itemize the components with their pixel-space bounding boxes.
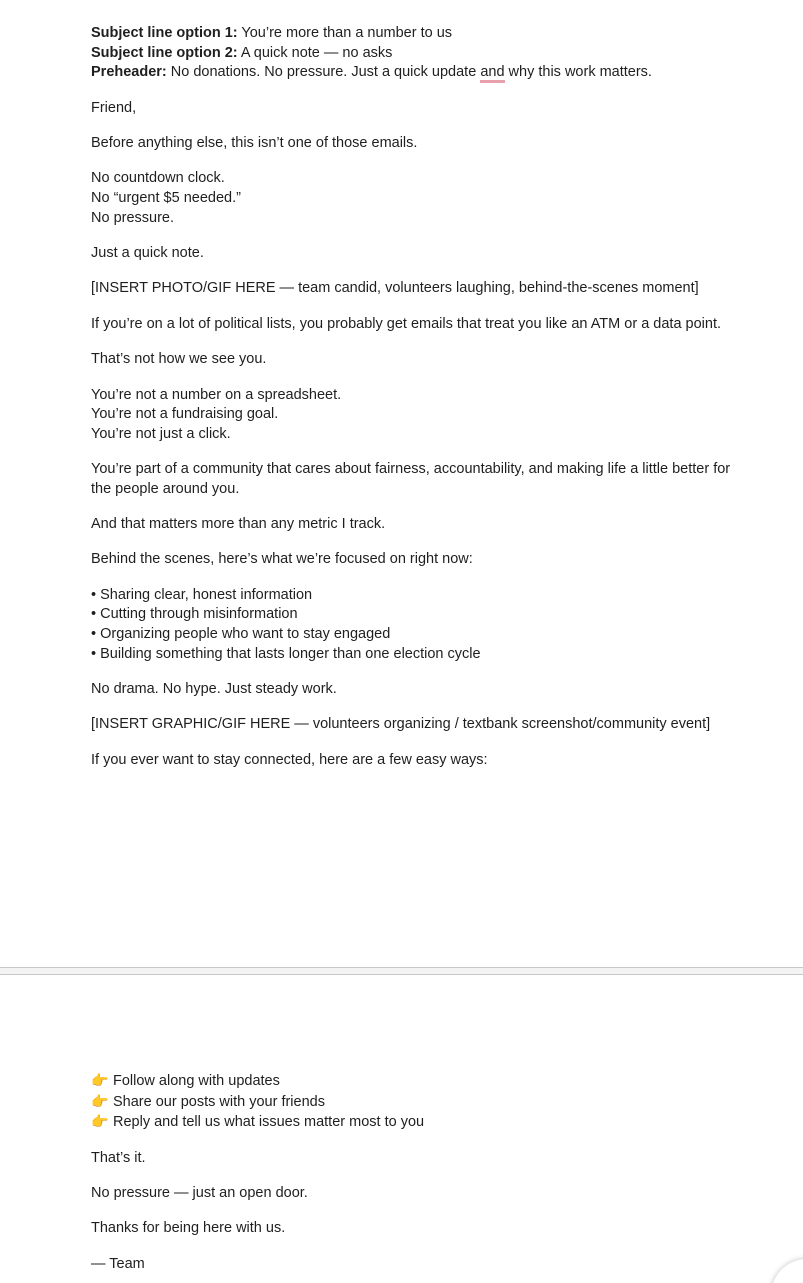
no-list-item: No pressure.	[91, 209, 175, 226]
thats-it-paragraph: That’s it.	[91, 1149, 146, 1166]
political-lists-paragraph: If you’re on a lot of political lists, you probably get emails that treat you like an ATM or a data point.	[91, 315, 722, 332]
corner-floating-button[interactable]	[771, 1259, 803, 1283]
photo-placeholder: [INSERT PHOTO/GIF HERE — team candid, volunteers laughing, behind-the-scenes moment]	[91, 280, 699, 297]
email-draft-content	[91, 24, 731, 770]
preheader-text-before: No donations. No pressure. Just a quick update	[166, 64, 481, 81]
ways-list-item-text: Share our posts with your friends	[113, 1093, 325, 1110]
pointing-hand-icon: 👉	[91, 1113, 109, 1130]
behind-scenes-paragraph: Behind the scenes, here’s what we’re focused on right now:	[91, 551, 473, 568]
graphic-placeholder: [INSERT GRAPHIC/GIF HERE — volunteers organizing / textbank screenshot/community event]	[91, 716, 711, 733]
greeting: Friend,	[91, 99, 137, 116]
quick-note-paragraph: Just a quick note.	[91, 244, 204, 261]
page-break-divider	[0, 967, 803, 975]
how-we-see-paragraph: That’s not how we see you.	[91, 351, 267, 368]
subject-line-2-text: A quick note — no asks	[237, 44, 393, 61]
subject-line-1-label: Subject line option 1:	[91, 25, 238, 41]
pointing-hand-icon: 👉	[91, 1072, 109, 1088]
document-page-2	[0, 975, 803, 1283]
not-list	[91, 386, 731, 445]
no-list-item: No countdown clock.	[91, 170, 225, 187]
focus-bullet: • Building something that lasts longer than one election cycle	[91, 645, 481, 662]
preheader-label: Preheader:	[91, 64, 167, 81]
focus-bullet: • Organizing people who want to stay engaged	[91, 626, 391, 643]
focus-bullet: • Sharing clear, honest information	[91, 586, 313, 603]
preheader-line	[91, 63, 731, 83]
not-list-item: You’re not a fundraising goal.	[91, 406, 279, 423]
ways-list-item-text: Follow along with updates	[113, 1073, 280, 1089]
pointing-hand-icon: 👉	[91, 1092, 109, 1109]
thanks-paragraph: Thanks for being here with us.	[91, 1220, 286, 1237]
focus-bullet-list	[91, 586, 731, 664]
no-drama-paragraph: No drama. No hype. Just steady work.	[91, 681, 337, 698]
stay-connected-paragraph: If you ever want to stay connected, here are a few easy ways:	[91, 751, 488, 768]
intro-paragraph: Before anything else, this isn’t one of those emails.	[91, 134, 418, 151]
ways-list-item-text: Reply and tell us what issues matter most to you	[113, 1114, 425, 1131]
preheader-text-after: why this work matters.	[504, 64, 652, 81]
subject-line-2	[91, 44, 731, 64]
subject-line-1	[91, 24, 731, 44]
no-list-item: No “urgent $5 needed.”	[91, 189, 241, 206]
ways-list-item	[91, 1112, 731, 1133]
ways-list-item	[91, 1071, 731, 1092]
ways-list-item	[91, 1092, 731, 1113]
spellcheck-flagged-word[interactable]: and	[480, 64, 504, 83]
subject-line-2-label: Subject line option 2:	[91, 44, 238, 61]
community-paragraph: You’re part of a community that cares about fairness, accountability, and making life a little better for the people around you.	[91, 461, 731, 497]
not-list-item: You’re not a number on a spreadsheet.	[91, 386, 342, 403]
email-draft-content-continued	[91, 1071, 731, 1274]
open-door-paragraph: No pressure — just an open door.	[91, 1184, 308, 1201]
ways-list	[91, 1071, 731, 1133]
matters-paragraph: And that matters more than any metric I track.	[91, 516, 386, 533]
focus-bullet: • Cutting through misinformation	[91, 606, 298, 623]
subject-line-1-text: You’re more than a number to us	[237, 25, 453, 41]
not-list-item: You’re not just a click.	[91, 425, 231, 442]
no-list	[91, 169, 731, 228]
signoff: — Team	[91, 1255, 145, 1272]
